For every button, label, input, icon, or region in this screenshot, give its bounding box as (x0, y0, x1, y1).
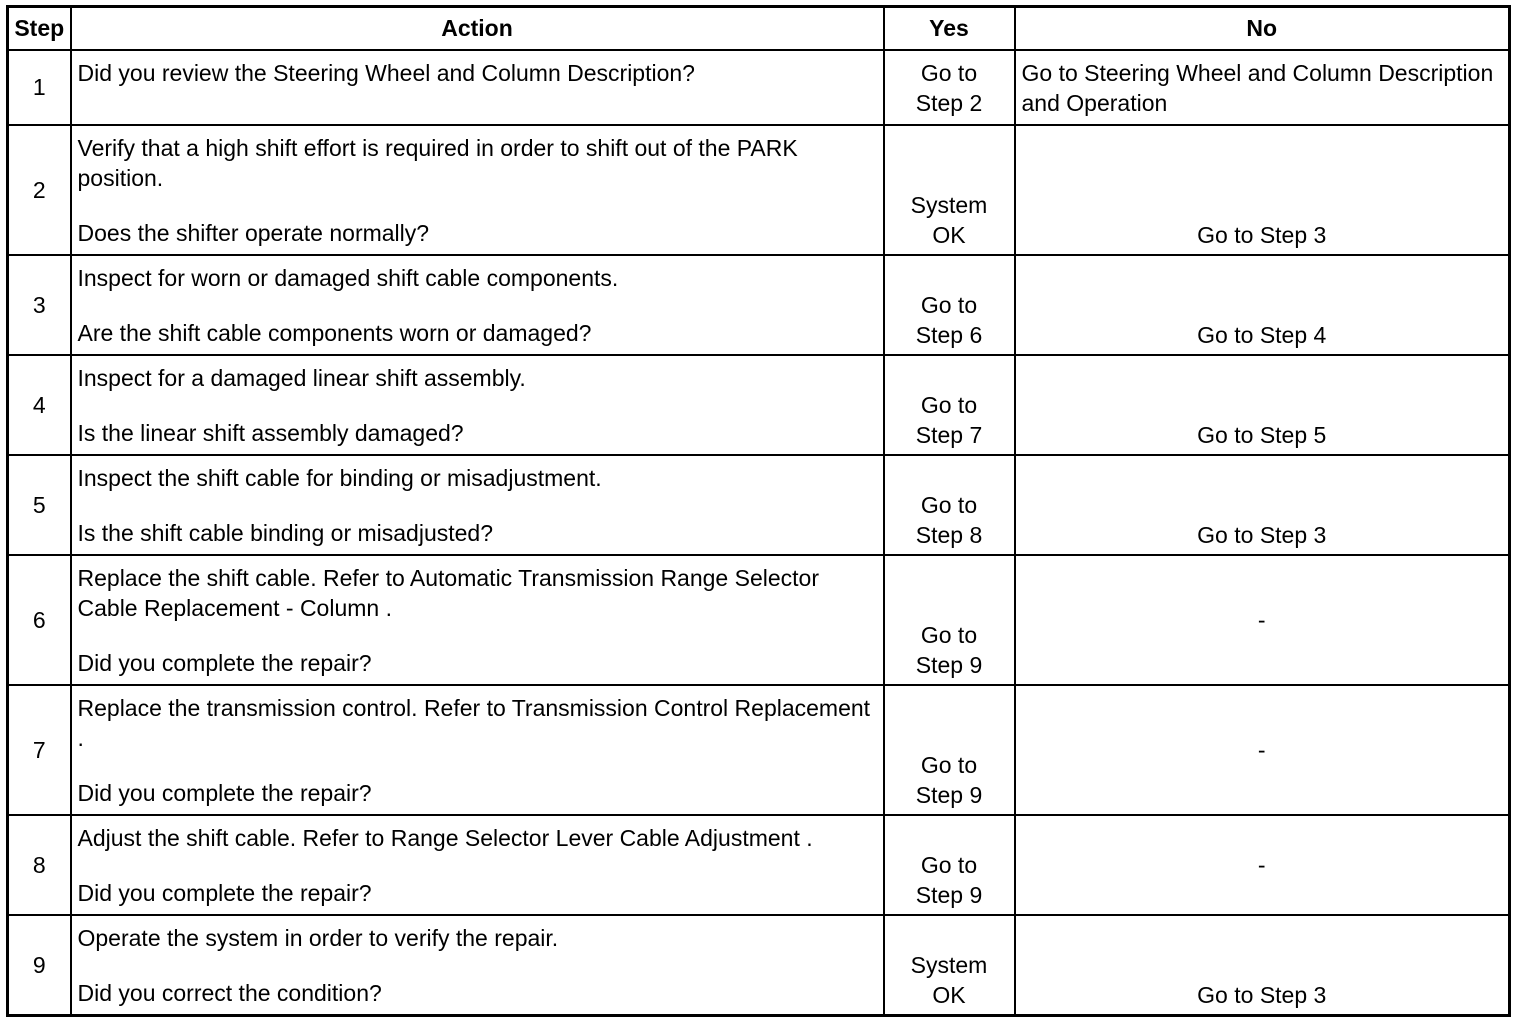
yes-cell (884, 255, 1015, 355)
step-number: 7 (8, 685, 71, 815)
yes-text-line2: Step 2 (915, 90, 983, 116)
step-number: 1 (8, 50, 71, 125)
yes-cell (884, 355, 1015, 455)
yes-text-line1: Go to (920, 752, 978, 778)
action-text: Did you review the Steering Wheel and Column Description? (77, 60, 695, 86)
table-row (8, 685, 1510, 815)
step-number: 6 (8, 555, 71, 685)
action-text: Inspect for worn or damaged shift cable components. (77, 265, 619, 291)
yes-cell (884, 915, 1015, 1016)
step-number: 8 (8, 815, 71, 915)
header-no: No (1015, 7, 1510, 51)
yes-text-line2: Step 9 (915, 652, 983, 678)
action-cell (71, 455, 884, 555)
no-cell: - (1015, 555, 1510, 685)
table-row (8, 355, 1510, 455)
yes-text-line2: Step 7 (915, 422, 983, 448)
action-question: Is the linear shift assembly damaged? (77, 420, 464, 446)
no-cell: - (1015, 685, 1510, 815)
no-cell: Go to Step 3 (1015, 125, 1510, 255)
action-question: Is the shift cable binding or misadjusted? (77, 520, 494, 546)
yes-cell (884, 455, 1015, 555)
step-number: 3 (8, 255, 71, 355)
table-row (8, 455, 1510, 555)
step-number: 4 (8, 355, 71, 455)
header-row (8, 7, 1510, 51)
yes-text-line2: Step 8 (915, 522, 983, 548)
action-question: Did you correct the condition? (77, 980, 382, 1006)
step-number: 2 (8, 125, 71, 255)
yes-text-line2: Step 9 (915, 782, 983, 808)
action-question: Did you complete the repair? (77, 780, 372, 806)
diagnostic-table (6, 5, 1511, 1017)
action-cell (71, 255, 884, 355)
header-yes: Yes (884, 7, 1015, 51)
no-cell: Go to Steering Wheel and Column Description and Operation (1015, 50, 1510, 125)
table-row (8, 125, 1510, 255)
table-row (8, 555, 1510, 685)
table-row (8, 815, 1510, 915)
yes-text-line1: Go to (920, 392, 978, 418)
yes-text-line1: Go to (920, 492, 978, 518)
no-cell: Go to Step 5 (1015, 355, 1510, 455)
table-row (8, 255, 1510, 355)
yes-text-line1: Go to (920, 622, 978, 648)
header-action: Action (71, 7, 884, 51)
action-cell (71, 555, 884, 685)
action-cell (71, 125, 884, 255)
action-text: Verify that a high shift effort is required in order to shift out of the PARK position. (77, 135, 798, 191)
action-text: Inspect for a damaged linear shift assembly. (77, 365, 526, 391)
yes-text-line2: Step 6 (915, 322, 983, 348)
action-question: Are the shift cable components worn or damaged? (77, 320, 592, 346)
step-number: 5 (8, 455, 71, 555)
action-text: Replace the transmission control. Refer to Transmission Control Replacement . (77, 695, 871, 751)
no-cell: Go to Step 4 (1015, 255, 1510, 355)
step-number: 9 (8, 915, 71, 1016)
no-cell: - (1015, 815, 1510, 915)
yes-text-line1: Go to (920, 852, 978, 878)
table-row (8, 50, 1510, 125)
action-question: Did you complete the repair? (77, 650, 372, 676)
no-cell: Go to Step 3 (1015, 455, 1510, 555)
action-cell (71, 915, 884, 1016)
yes-text-line2: Step 9 (915, 882, 983, 908)
yes-text-line1: Go to (920, 292, 978, 318)
yes-cell (884, 125, 1015, 255)
yes-cell (884, 50, 1015, 125)
action-question: Did you complete the repair? (77, 880, 372, 906)
table-row (8, 915, 1510, 1016)
action-question: Does the shifter operate normally? (77, 220, 430, 246)
yes-text-line2: OK (932, 222, 966, 248)
yes-cell (884, 555, 1015, 685)
no-cell: Go to Step 3 (1015, 915, 1510, 1016)
action-text: Operate the system in order to verify the repair. (77, 925, 559, 951)
yes-text-line1: System (910, 952, 988, 978)
yes-text-line1: System (910, 192, 988, 218)
header-step: Step (8, 7, 71, 51)
yes-cell (884, 685, 1015, 815)
action-cell (71, 355, 884, 455)
action-cell (71, 815, 884, 915)
yes-cell (884, 815, 1015, 915)
action-cell (71, 685, 884, 815)
yes-text-line1: Go to (920, 60, 978, 86)
action-text: Replace the shift cable. Refer to Automatic Transmission Range Selector Cable Replacement - Column . (77, 565, 819, 621)
action-text: Adjust the shift cable. Refer to Range Selector Lever Cable Adjustment . (77, 825, 813, 851)
action-cell (71, 50, 884, 125)
yes-text-line2: OK (932, 982, 966, 1008)
action-text: Inspect the shift cable for binding or misadjustment. (77, 465, 602, 491)
